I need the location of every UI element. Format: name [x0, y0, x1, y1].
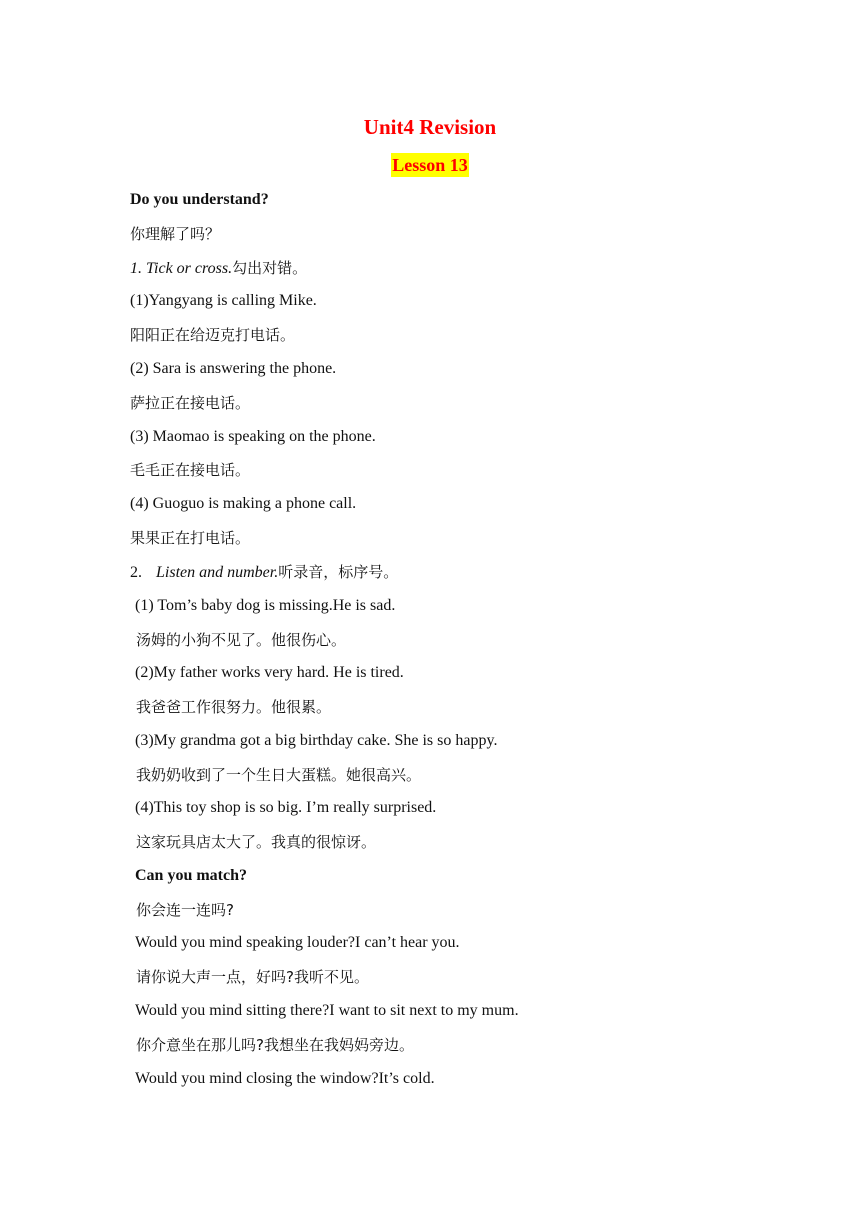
- section3-heading: Can you match?: [135, 867, 248, 884]
- section3-item-1-en: Would you mind speaking louder?I can’t hear you.: [135, 934, 460, 951]
- section1-item-2-cn: 萨拉正在接电话。: [130, 394, 251, 412]
- section1-item-2-en: (2) Sara is answering the phone.: [130, 360, 337, 377]
- section3-heading-cn: 你会连一连吗?: [136, 901, 234, 919]
- section3-item-3-en: Would you mind closing the window?It’s cold.: [135, 1070, 435, 1087]
- page-title: Unit4 Revision: [363, 115, 497, 139]
- section2-item-4-en: (4)This toy shop is so big. I’m really surprised.: [135, 799, 437, 816]
- section2-item-2-cn: 我爸爸工作很努力。他很累。: [136, 698, 332, 716]
- section3-item-2-cn: 你介意坐在那儿吗?我想坐在我妈妈旁边。: [136, 1036, 414, 1054]
- section1-heading: Do you understand?: [130, 191, 269, 208]
- section1-item-4-cn: 果果正在打电话。: [130, 529, 251, 547]
- section1-item-3-cn: 毛毛正在接电话。: [130, 461, 251, 479]
- section2-task-label: Listen and number.: [156, 564, 279, 581]
- section2-item-1-cn: 汤姆的小狗不见了。他很伤心。: [136, 631, 347, 649]
- section2-item-3-en: (3)My grandma got a big birthday cake. She is so happy.: [135, 732, 498, 749]
- section1-item-1-en: (1)Yangyang is calling Mike.: [130, 292, 317, 309]
- section1-task-cn: 勾出对错。: [232, 259, 308, 277]
- section2-item-1-en: (1) Tom’s baby dog is missing.He is sad.: [135, 597, 396, 614]
- section1-item-4-en: (4) Guoguo is making a phone call.: [130, 495, 357, 512]
- section2-task-cn: 听录音，标序号。: [278, 563, 399, 581]
- section2-item-3-cn: 我奶奶收到了一个生日大蛋糕。她很高兴。: [136, 766, 422, 784]
- section3-item-2-en: Would you mind sitting there?I want to sit next to my mum.: [135, 1002, 519, 1019]
- section1-heading-cn: 你理解了吗？: [130, 225, 221, 243]
- section2-task-number: 2.: [130, 564, 142, 581]
- section3-item-1-cn: 请你说大声一点，好吗?我听不见。: [136, 968, 369, 986]
- lesson-heading-wrap: [0, 153, 860, 180]
- section2-item-2-en: (2)My father works very hard. He is tired.: [135, 664, 404, 681]
- section2-task: [130, 561, 398, 584]
- section1-task-label: 1. Tick or cross.: [130, 260, 233, 277]
- section1-task: [130, 257, 307, 280]
- lesson-heading: Lesson 13: [392, 155, 468, 175]
- section1-item-1-cn: 阳阳正在给迈克打电话。: [130, 326, 296, 344]
- section2-item-4-cn: 这家玩具店太大了。我真的很惊讶。: [136, 833, 377, 851]
- section1-item-3-en: (3) Maomao is speaking on the phone.: [130, 428, 376, 445]
